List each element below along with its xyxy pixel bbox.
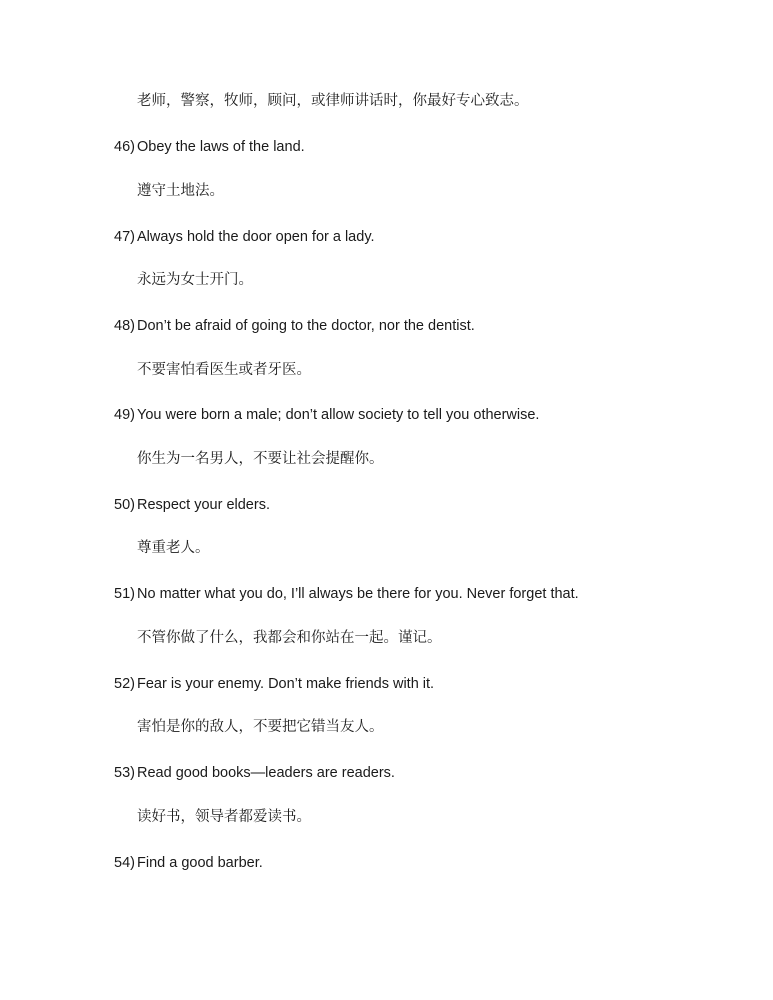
item-chinese: 不要害怕看医生或者牙医。 xyxy=(137,362,311,378)
item-number: 50) xyxy=(114,497,135,513)
item-chinese: 害怕是你的敌人，不要把它错当友人。 xyxy=(137,719,384,735)
item-english: Don’t be afraid of going to the doctor, nor the dentist. xyxy=(137,318,475,334)
item-english: You were born a male; don’t allow society to tell you otherwise. xyxy=(137,407,540,423)
item-number: 47) xyxy=(114,229,135,245)
item-number: 54) xyxy=(114,855,135,871)
item-number: 51) xyxy=(114,586,135,602)
item-chinese: 不管你做了什么，我都会和你站在一起。谨记。 xyxy=(137,630,442,646)
item-number: 53) xyxy=(114,765,135,781)
item-chinese: 遵守土地法。 xyxy=(137,183,224,199)
item-english: Always hold the door open for a lady. xyxy=(137,229,375,245)
item-english: No matter what you do, I’ll always be there for you. Never forget that. xyxy=(137,586,579,602)
item-english: Respect your elders. xyxy=(137,497,270,513)
item-number: 48) xyxy=(114,318,135,334)
item-number: 52) xyxy=(114,676,135,692)
item-chinese: 永远为女士开门。 xyxy=(137,272,253,288)
item-english: Read good books—leaders are readers. xyxy=(137,765,395,781)
item-number: 46) xyxy=(114,139,135,155)
item-english: Fear is your enemy. Don’t make friends with it. xyxy=(137,676,435,692)
item-chinese: 你生为一名男人，不要让社会提醒你。 xyxy=(137,451,384,467)
item-english: Find a good barber. xyxy=(137,855,263,871)
item-english: Obey the laws of the land. xyxy=(137,139,305,155)
item-chinese: 尊重老人。 xyxy=(137,540,210,556)
intro-translation: 老师，警察，牧师，顾问，或律师讲话时，你最好专心致志。 xyxy=(137,93,529,109)
item-number: 49) xyxy=(114,407,135,423)
item-chinese: 读好书，领导者都爱读书。 xyxy=(137,809,311,825)
